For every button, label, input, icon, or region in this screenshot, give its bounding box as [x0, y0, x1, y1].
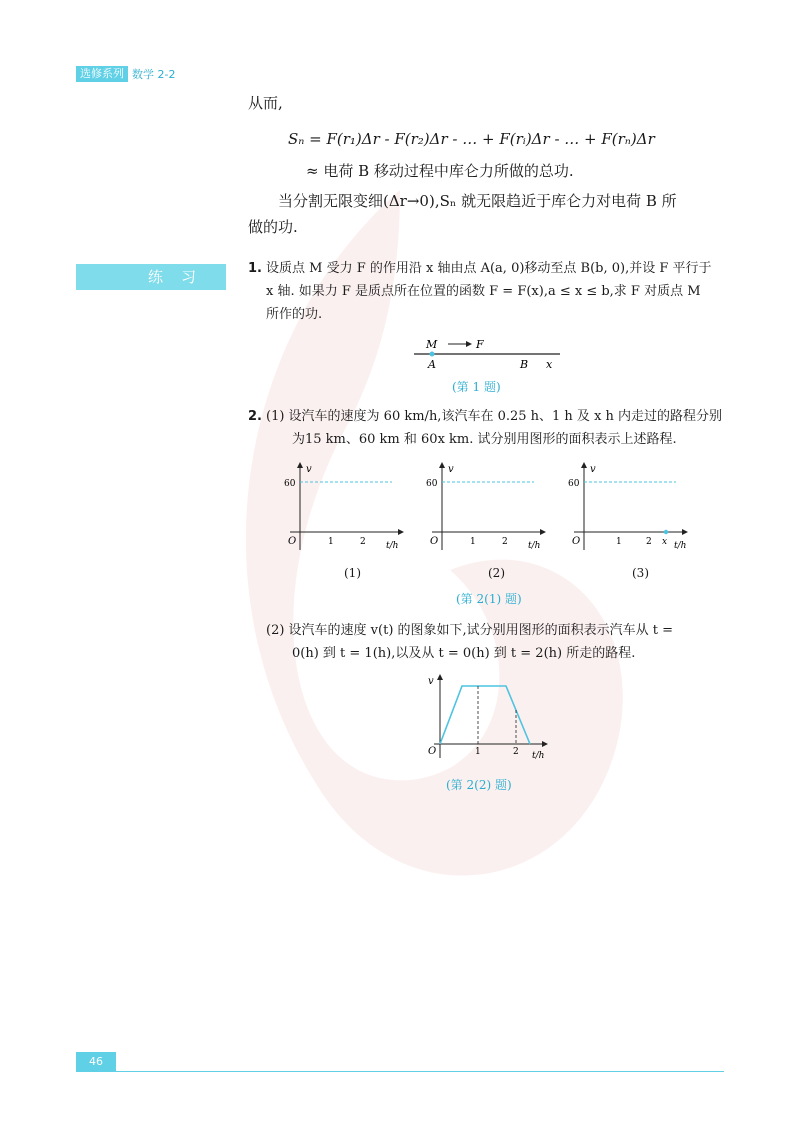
g1-origin: O: [288, 536, 297, 547]
g1-tick-1: 1: [328, 537, 334, 547]
footer-rule: [76, 1071, 724, 1072]
q1-fig-b: B: [520, 358, 529, 371]
q1-line3: 所作的功.: [266, 307, 323, 322]
q2-number: 2.: [248, 409, 262, 424]
g1-y-tick: 60: [284, 479, 296, 489]
q2-graph-1: [282, 460, 408, 556]
g3-label: (3): [632, 566, 649, 580]
g2-y-label: v: [448, 464, 454, 475]
exercise-label: 练习: [76, 264, 226, 290]
q2-part1-line2: 为15 km、60 km 和 60x km. 试分别用图形的面积表示上述路程.: [292, 432, 677, 447]
series-label: 选修系列: [76, 66, 128, 82]
q2-part1-line1: (1) 设汽车的速度为 60 km/h,该汽车在 0.25 h、1 h 及 x h 内走过的路程分别: [266, 409, 723, 424]
book-label: 数学 2-2: [132, 68, 176, 81]
page-number: 46: [76, 1052, 116, 1072]
g2-y-tick: 60: [426, 479, 438, 489]
q2-caption2: (第 2(2) 题): [446, 778, 512, 792]
g3-tick-x: x: [662, 537, 668, 547]
intro-lead: 从而,: [248, 94, 283, 112]
g3-tick-1: 1: [616, 537, 622, 547]
g2-origin: O: [430, 536, 439, 547]
gvt-origin: O: [428, 746, 437, 757]
g2-label: (2): [488, 566, 505, 580]
g3-x-label: t/h: [674, 541, 687, 551]
q1-fig-m: M: [426, 338, 438, 351]
q1-line1: 设质点 M 受力 F 的作用沿 x 轴由点 A(a, 0)移动至点 B(b, 0),并设 F 平行于: [266, 261, 712, 276]
q1-fig-f: F: [476, 338, 484, 351]
q2-graph-3: [566, 460, 692, 556]
g2-tick-2: 2: [502, 537, 508, 547]
g2-x-label: t/h: [528, 541, 541, 551]
g1-x-label: t/h: [386, 541, 399, 551]
g2-tick-1: 1: [470, 537, 476, 547]
gvt-y-label: v: [428, 676, 434, 687]
q1-figure: [410, 336, 570, 376]
velocity-curve: [440, 686, 530, 744]
intro-approx: ≈ 电荷 B 移动过程中库仑力所做的总功.: [306, 162, 574, 180]
q2-caption1: (第 2(1) 题): [456, 592, 522, 606]
gvt-tick-1: 1: [475, 747, 481, 757]
intro-conclusion-line2: 做的功.: [248, 218, 298, 236]
q1-fig-x: x: [546, 358, 553, 371]
q1-number: 1.: [248, 261, 262, 276]
header-tag: [76, 66, 175, 82]
q2-part2-line2: 0(h) 到 t = 1(h),以及从 t = 0(h) 到 t = 2(h) 所走的路程.: [292, 646, 636, 661]
g3-y-label: v: [590, 464, 596, 475]
g3-tick-2: 2: [646, 537, 652, 547]
point-a-marker: [430, 352, 435, 357]
q1-fig-a: A: [428, 358, 436, 371]
g3-x-marker: [664, 530, 668, 534]
q2-part2-line1: (2) 设汽车的速度 v(t) 的图象如下,试分别用图形的面积表示汽车从 t =: [266, 623, 674, 638]
q2-graph-2: [424, 460, 550, 556]
g1-tick-2: 2: [360, 537, 366, 547]
g1-y-label: v: [306, 464, 312, 475]
g1-label: (1): [344, 566, 361, 580]
g3-y-tick: 60: [568, 479, 580, 489]
gvt-tick-2: 2: [513, 747, 519, 757]
intro-formula: Sₙ = F(r₁)Δr - F(r₂)Δr - … + F(rᵢ)Δr - … + F(rₙ)Δr: [288, 130, 655, 148]
q2-graph-vt: [424, 672, 554, 764]
gvt-x-label: t/h: [532, 751, 545, 761]
q1-caption: (第 1 题): [452, 380, 501, 394]
intro-conclusion-line1: 当分割无限变细(Δr→0),Sₙ 就无限趋近于库仑力对电荷 B 所: [278, 192, 677, 210]
g3-origin: O: [572, 536, 581, 547]
q1-line2: x 轴. 如果力 F 是质点所在位置的函数 F = F(x),a ≤ x ≤ b,求 F 对质点 M: [266, 284, 701, 299]
